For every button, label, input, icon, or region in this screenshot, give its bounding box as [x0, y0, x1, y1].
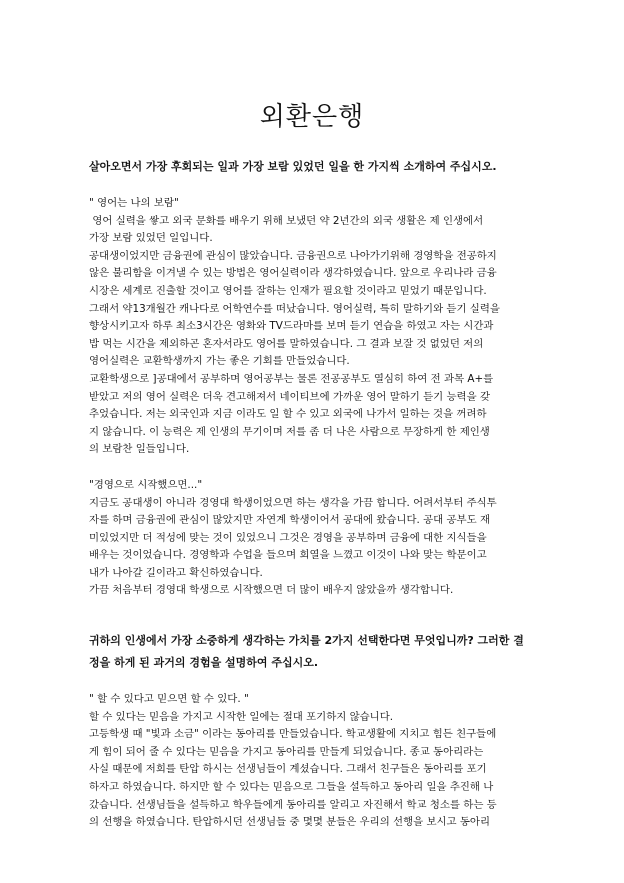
question-2-line: 정을 하게 된 과거의 경험을 설명하여 주십시오.	[89, 656, 319, 670]
section-1-line: 않은 불리함을 이겨낼 수 있는 방법은 영어실력이라 생각하였습니다. 앞으로 우리나라 금융	[89, 267, 497, 280]
section-1-line: 가장 보람 있었던 일입니다.	[89, 232, 213, 245]
question-2-line: 귀하의 인생에서 가장 소중하게 생각하는 가치를 2가지 선택한다면 무엇입니까? 그러한 결	[89, 634, 524, 648]
section-3-line: 갔습니다. 선생님들을 설득하고 학우들에게 동아리를 알리고 자진해서 학교 청소를 하는 등	[89, 798, 497, 811]
section-3-line: 게 힘이 되어 줄 수 있다는 믿음을 가지고 동아리를 만들게 되었습니다. 종교 동아리라는	[89, 745, 484, 758]
section-1-line: 추었습니다. 저는 외국인과 지금 이라도 일 할 수 있고 외국에 나가서 일하는 것을 꺼려하	[89, 408, 487, 421]
section-3-line: 할 수 있다는 믿음을 가지고 시작한 일에는 절대 포기하지 않습니다.	[89, 710, 394, 723]
section-1-line: 공대생이었지만 금융권에 관심이 많았습니다. 금융권으로 나아가기위해 경영학을 전공하지	[89, 249, 497, 262]
section-2-line: 자를 하며 금융권에 관심이 많았지만 자연계 학생이어서 공대에 왔습니다. 공대 공부도 재	[89, 514, 490, 527]
section-1-body	[89, 213, 541, 459]
section-2-line: 미있었지만 더 적성에 맞는 것이 있었으니 그것은 경영을 공부하며 금융에 대한 지식들을	[89, 531, 487, 544]
section-1-line: 영어실력은 교환학생까지 가는 좋은 기회를 만들었습니다.	[89, 355, 350, 368]
section-1-line: 교환학생으로 ]공대에서 공부하며 영어공부는 물론 전공공부도 열심히 하여 전 과목 A+를	[89, 372, 494, 385]
question-1: 살아오면서 가장 후회되는 일과 가장 보람 있었던 일을 한 가지씩 소개하여 주십시오.	[89, 160, 497, 173]
section-3-body	[89, 709, 541, 832]
section-2-line: 배우는 것이었습니다. 경영학과 수업을 들으며 희열을 느꼈고 이것이 나와 맞는 학문이고	[89, 549, 487, 562]
section-1-line: 받았고 저의 영어 실력은 더욱 견고해져서 네이티브에 가까운 영어 말하기 듣기 능력을 갖	[89, 390, 490, 403]
question-2	[89, 630, 541, 674]
section-3-line: 사실 때문에 저희를 탄압 하시는 선생님들이 계셨습니다. 그래서 친구들은 동아리를 포기	[89, 763, 487, 776]
section-3-line: 고등학생 때 "빛과 소금" 이라는 동아리를 만들었습니다. 학교생활에 지치고 힘든 친구들에	[89, 728, 497, 741]
section-1-line: 의 보람찬 일들입니다.	[89, 443, 190, 456]
section-1-line: 시장은 세계로 진출할 것이고 영어를 잘하는 인재가 필요할 것이라고 믿었기 때문입니다.	[89, 284, 487, 297]
section-1-line: 그래서 약13개월간 캐나다로 어학연수를 떠났습니다. 영어실력, 특히 말하기와 듣기 실력을	[89, 302, 500, 315]
section-3-line: 의 선행을 하였습니다. 탄압하시던 선생님들 중 몇몇 분들은 우리의 선행을 보시고 동아리	[89, 816, 490, 829]
section-1-line: 영어 실력을 쌓고 외국 문화를 배우기 위해 보냈던 약 2년간의 외국 생활은 제 인생에서	[89, 214, 484, 227]
section-3-line: 하자고 하였습니다. 하지만 할 수 있다는 믿음으로 그들을 설득하고 동아리 일을 추진해 나	[89, 781, 494, 794]
section-1-line: 밥 먹는 시간을 제외하곤 혼자서라도 영어를 말하였습니다. 그 결과 보잘 것 없었던 저의	[89, 337, 484, 350]
document-body	[89, 156, 541, 832]
section-3-heading: " 할 수 있다고 믿으면 할 수 있다. "	[89, 693, 249, 706]
document-title: 외환은행	[259, 102, 365, 132]
section-2-line: 지금도 공대생이 아니라 경영대 학생이었으면 하는 생각을 가끔 합니다. 어려서부터 주식투	[89, 496, 497, 509]
section-2-heading: "경영으로 시작했으면..."	[89, 478, 203, 491]
section-1-heading: " 영어는 나의 보람"	[89, 197, 179, 209]
section-2-body	[89, 495, 541, 601]
section-2-line: 가끔 처음부터 경영대 학생으로 시작했으면 더 많이 배우지 않았을까 생각합니다.	[89, 584, 454, 597]
section-1-line: 지 않습니다. 이 능력은 제 인생의 무기이며 저를 좀 더 나은 사람으로 무장하게 한 제인생	[89, 425, 490, 438]
section-2-line: 내가 나아갈 길이라고 확신하였습니다.	[89, 566, 263, 579]
section-1-line: 향상시키고자 하루 최소3시간은 영화와 TV드라마를 보며 듣기 연습을 하였고 자는 시간과	[89, 320, 494, 333]
